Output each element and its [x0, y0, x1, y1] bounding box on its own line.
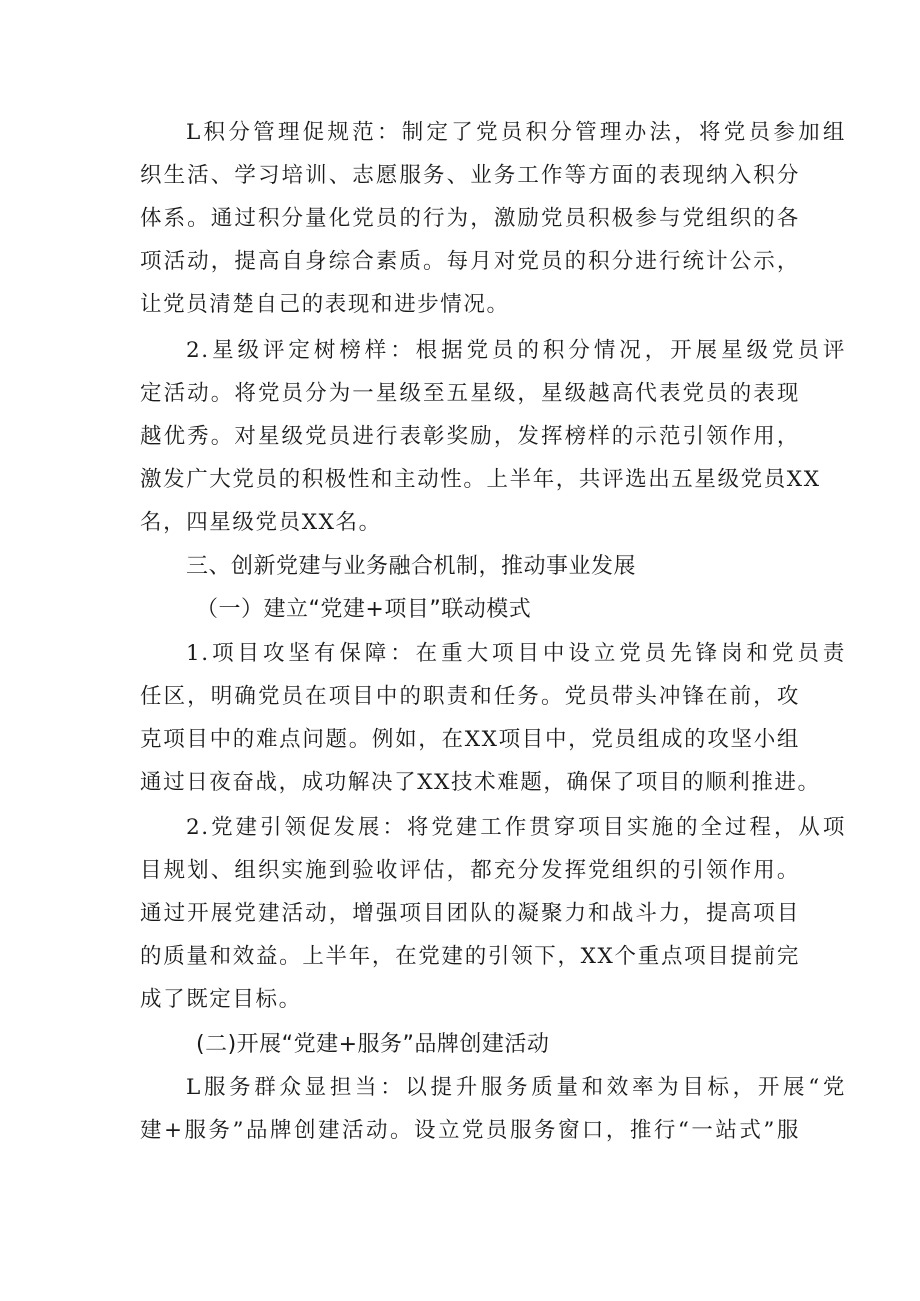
paragraph-line: 定活动。将党员分为一星级至五星级，星级越高代表党员的表现: [140, 381, 800, 406]
paragraph-line: L积分管理促规范：制定了党员积分管理办法，将党员参加组: [186, 120, 846, 145]
subsection-heading: （一）建立“党建+项目”联动模式: [196, 597, 532, 622]
paragraph-line: 通过开展党建活动，增强项目团队的凝聚力和战斗力，提高项目: [140, 901, 800, 926]
paragraph-line: 成了既定目标。: [140, 987, 302, 1012]
subsection-heading: (二)开展“党建+服务”品牌创建活动: [196, 1032, 550, 1057]
paragraph-line: 任区，明确党员在项目中的职责和任务。党员带头冲锋在前，攻: [140, 684, 800, 709]
paragraph-line: 2.党建引领促发展：将党建工作贯穿项目实施的全过程，从项: [186, 815, 846, 840]
paragraph-line: 目规划、组织实施到验收评估，都充分发挥党组织的引领作用。: [140, 858, 800, 883]
paragraph-line: 1.项目攻坚有保障：在重大项目中设立党员先锋岗和党员责: [186, 641, 846, 666]
paragraph-line: 通过日夜奋战，成功解决了XX技术难题，确保了项目的顺利推进。: [140, 770, 821, 795]
paragraph-line: 名，四星级党员XX名。: [140, 510, 382, 535]
section-heading: 三、创新党建与业务融合机制，推动事业发展: [186, 554, 637, 579]
paragraph-line: 织生活、学习培训、志愿服务、业务工作等方面的表现纳入积分: [140, 163, 800, 188]
paragraph-line: 激发广大党员的积极性和主动性。上半年，共评选出五星级党员XX: [140, 467, 821, 492]
paragraph-line: 项活动，提高自身综合素质。每月对党员的积分进行统计公示，: [140, 249, 800, 274]
paragraph-line: 让党员清楚自己的表现和进步情况。: [140, 292, 510, 317]
paragraph-line: 的质量和效益。上半年，在党建的引领下，XX个重点项目提前完: [140, 944, 800, 969]
paragraph-line: 越优秀。对星级党员进行表彰奖励，发挥榜样的示范引领作用，: [140, 424, 800, 449]
paragraph-line: 克项目中的难点问题。例如，在XX项目中，党员组成的攻坚小组: [140, 727, 800, 752]
paragraph-line: 建+服务”品牌创建活动。设立党员服务窗口，推行“一站式”服: [140, 1118, 800, 1143]
paragraph-line: L服务群众显担当：以提升服务质量和效率为目标，开展“党: [186, 1075, 846, 1100]
paragraph-line: 2.星级评定树榜样：根据党员的积分情况，开展星级党员评: [186, 338, 846, 363]
paragraph-line: 体系。通过积分量化党员的行为，激励党员积极参与党组织的各: [140, 206, 800, 231]
